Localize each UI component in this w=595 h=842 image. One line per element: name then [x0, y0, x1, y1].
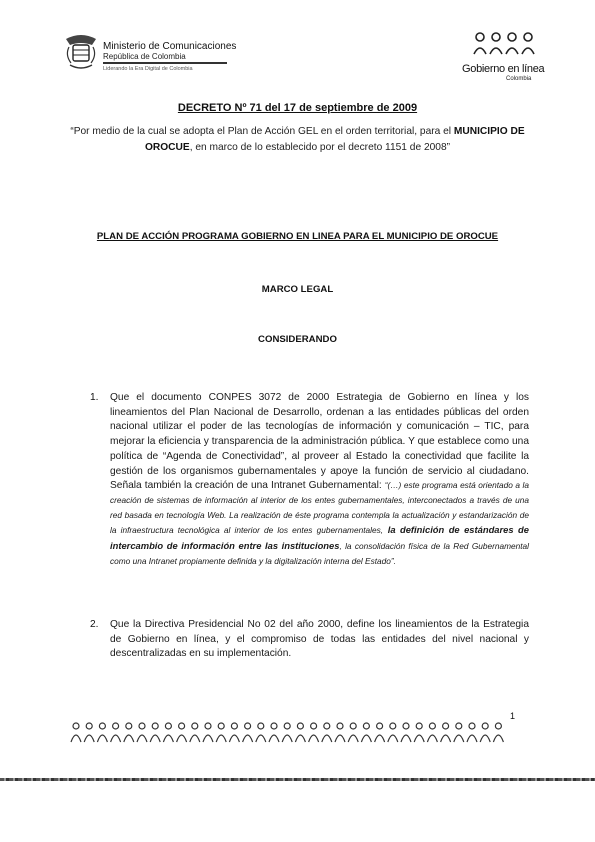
- decree-subtitle-municipality: MUNICIPIO DE OROCUE: [144, 126, 525, 153]
- item-number: 1.: [90, 392, 99, 403]
- item-quote-bold: la definición de estándares de intercambio de información entre las instituciones: [110, 524, 529, 552]
- item-text: Que la Directiva Presidencial No 02 del año 2000, define los lineamientos de la Estrategia de Gobierno en línea, y el compromiso de todas las entidades del nivel nacional y descentralizadas en su implementación.: [110, 619, 529, 660]
- colombia-coat-of-arms-icon: [62, 33, 100, 73]
- scan-edge-line: [0, 778, 595, 781]
- item-quote-part2: , la consolidación física de la Red Gubernamental como una Intranet propiamente definida y la digitalización interna del Estado”.: [110, 541, 530, 566]
- marco-legal-heading: MARCO LEGAL: [261, 284, 334, 295]
- list-item: [110, 391, 529, 569]
- page-number: 1: [510, 711, 516, 721]
- decree-subtitle-part2: , en marco de lo establecido por el decreto 1151 de 2008”: [189, 142, 451, 153]
- considerando-heading: CONSIDERANDO: [258, 334, 337, 345]
- item-text: Que el documento CONPES 3072 de 2000 Estrategia de Gobierno en línea y los lineamientos del Plan Nacional de Desarrollo, ordenan a las entidades públicas del orden nacional utilizar el poder de las tecnologías de información y comunicación – TIC, para mejorar la eficiencia y transparencia de la administración pública. Y que establece como una política de “Agenda de Conectividad”, al proveer al Estado la conectividad que facilite la gestión de los organismos gubernamentales y apoye la función de servicio al ciudadano. Señala también la creación de una Intranet Gubernamental:: [110, 392, 529, 492]
- ministry-name: Ministerio de Comunicaciones: [103, 41, 237, 52]
- item-number: 2.: [90, 619, 99, 630]
- gel-logo-country: Colombia: [506, 76, 532, 82]
- people-figures-border-icon: [70, 720, 510, 744]
- decree-subtitle: [60, 124, 535, 156]
- ministry-divider: [103, 62, 227, 64]
- plan-title: PLAN DE ACCIÓN PROGRAMA GOBIERNO EN LINEA PARA EL MUNICIPIO DE OROCUE: [96, 231, 499, 242]
- decree-subtitle-part1: “Por medio de la cual se adopta el Plan de Acción GEL en el orden territorial, para el: [70, 126, 452, 137]
- decree-title: DECRETO Nº 71 del 17 de septiembre de 2009: [177, 102, 418, 114]
- gobierno-en-linea-figures-icon: [470, 30, 540, 60]
- gel-logo-name: Gobierno en línea: [462, 63, 545, 75]
- ministry-country: República de Colombia: [103, 52, 186, 61]
- ministry-tagline: Liderando la Era Digital de Colombia: [103, 66, 193, 72]
- item-quote-part1: “(…) este programa está orientado a la creación de sistemas de información al interior de los entes gubernamentales, interconectados a través de una red basada en tecnología Web. La realización de éste programa contempla la actualización y estandarización de la infraestructura tecnológica al interior de los entes gubernamentales,: [110, 480, 529, 536]
- list-item: [110, 618, 529, 662]
